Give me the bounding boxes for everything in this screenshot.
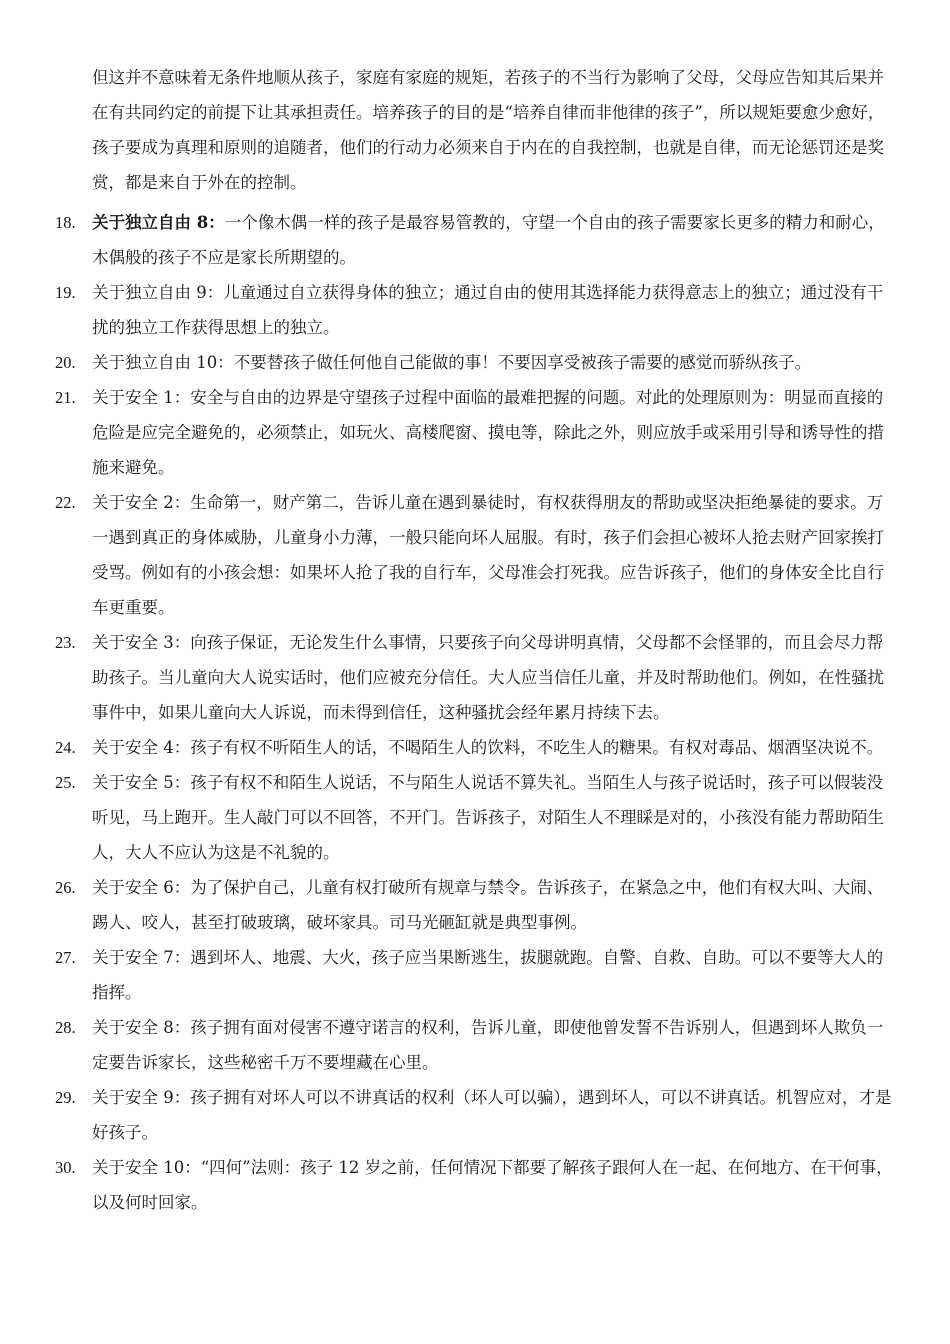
item-text: 关于安全 7：遇到坏人、地震、大火，孩子应当果断逃生，拔腿就跑。自警、自救、自助。可以不要等大人的指挥。: [92, 948, 884, 1002]
list-item: [0, 1080, 898, 1150]
list-item: [0, 625, 898, 730]
list-item: [0, 345, 898, 380]
item-text: 关于安全 6：为了保护自己，儿童有权打破所有规章与禁令。告诉孩子，在紧急之中，他们有权大叫、大闹、踢人、咬人，甚至打破玻璃，破坏家具。司马光砸缸就是典型事例。: [92, 878, 884, 932]
item-number: 27.: [55, 948, 76, 967]
numbered-list: [0, 205, 950, 1220]
item-number: 20.: [55, 353, 76, 372]
list-item: [0, 870, 898, 940]
list-item: [0, 940, 898, 1010]
item-number: 24.: [55, 738, 76, 757]
item-number: 23.: [55, 633, 76, 652]
item-text: 关于安全 1：安全与自由的边界是守望孩子过程中面临的最难把握的问题。对此的处理原则为：明显而直接的危险是应完全避免的，必须禁止，如玩火、高楼爬窗、摸电等，除此之外，则应放手或采用引导和诱导性的措施来避免。: [92, 388, 884, 477]
list-item: [0, 205, 898, 275]
item-text: 关于安全 8：孩子拥有面对侵害不遵守诺言的权利，告诉儿童，即使他曾发誓不告诉别人，但遇到坏人欺负一定要告诉家长，这些秘密千万不要埋藏在心里。: [92, 1018, 884, 1072]
item-text: 关于安全 2：生命第一，财产第二，告诉儿童在遇到暴徒时，有权获得朋友的帮助或坚决拒绝暴徒的要求。万一遇到真正的身体威胁，儿童身小力薄，一般只能向坏人屈服。有时，孩子们会担心被坏人抢去财产回家挨打受骂。例如有的小孩会想：如果坏人抢了我的自行车，父母准会打死我。应告诉孩子，他们的身体安全比自行车更重要。: [92, 493, 884, 617]
list-item: [0, 380, 898, 485]
item-text: 关于独立自由 10：不要替孩子做任何他自己能做的事！不要因享受被孩子需要的感觉而骄纵孩子。: [92, 353, 812, 372]
item-number: 21.: [55, 388, 76, 407]
list-item: [0, 1150, 898, 1220]
item-text: 关于安全 3：向孩子保证，无论发生什么事情，只要孩子向父母讲明真情，父母都不会怪罪的，而且会尽力帮助孩子。当儿童向大人说实话时，他们应被充分信任。大人应当信任儿童，并及时帮助他们。例如，在性骚扰事件中，如果儿童向大人诉说，而未得到信任，这种骚扰会经年累月持续下去。: [92, 633, 884, 722]
list-item: [0, 765, 898, 870]
item-number: 29.: [55, 1088, 76, 1107]
item-number: 28.: [55, 1018, 76, 1037]
item-number: 19.: [55, 283, 76, 302]
item-number: 26.: [55, 878, 76, 897]
item-text: 关于独立自由 9：儿童通过自立获得身体的独立；通过自由的使用其选择能力获得意志上的独立；通过没有干扰的独立工作获得思想上的独立。: [92, 283, 884, 337]
list-item: [0, 1010, 898, 1080]
item-text: 一个像木偶一样的孩子是最容易管教的，守望一个自由的孩子需要家长更多的精力和耐心，木偶般的孩子不应是家长所期望的。: [92, 213, 885, 267]
intro-paragraph: 但这并不意味着无条件地顺从孩子，家庭有家庭的规矩，若孩子的不当行为影响了父母，父母应告知其后果并在有共同约定的前提下让其承担责任。培养孩子的目的是“培养自律而非他律的孩子”，所以规矩要愈少愈好，孩子要成为真理和原则的追随者，他们的行动力必须来自于内在的自我控制，也就是自律，而无论惩罚还是奖赏，都是来自于外在的控制。: [92, 68, 885, 192]
list-item: [0, 275, 898, 345]
item-number: 30.: [55, 1158, 76, 1177]
item-text: 关于安全 5：孩子有权不和陌生人说话，不与陌生人说话不算失礼。当陌生人与孩子说话时，孩子可以假装没听见，马上跑开。生人敲门可以不回答，不开门。告诉孩子，对陌生人不理睬是对的，小孩没有能力帮助陌生人，大人不应认为这是不礼貌的。: [92, 773, 884, 862]
item-text: 关于安全 9：孩子拥有对坏人可以不讲真话的权利（坏人可以骗），遇到坏人，可以不讲真话。机智应对，才是好孩子。: [92, 1088, 892, 1142]
item-number: 18.: [55, 213, 76, 232]
list-item: [0, 485, 898, 625]
item-number: 25.: [55, 773, 76, 792]
list-item: [0, 730, 898, 765]
item-text: 关于安全 4：孩子有权不听陌生人的话，不喝陌生人的饮料，不吃生人的糖果。有权对毒品、烟酒坚决说不。: [92, 738, 884, 757]
item-number: 22.: [55, 493, 76, 512]
item-text: 关于安全 10：“四何”法则：孩子 12 岁之前，任何情况下都要了解孩子跟何人在一起、在何地方、在干何事，以及何时回家。: [92, 1158, 893, 1212]
item-lead-bold: 关于独立自由 8：: [92, 213, 225, 232]
